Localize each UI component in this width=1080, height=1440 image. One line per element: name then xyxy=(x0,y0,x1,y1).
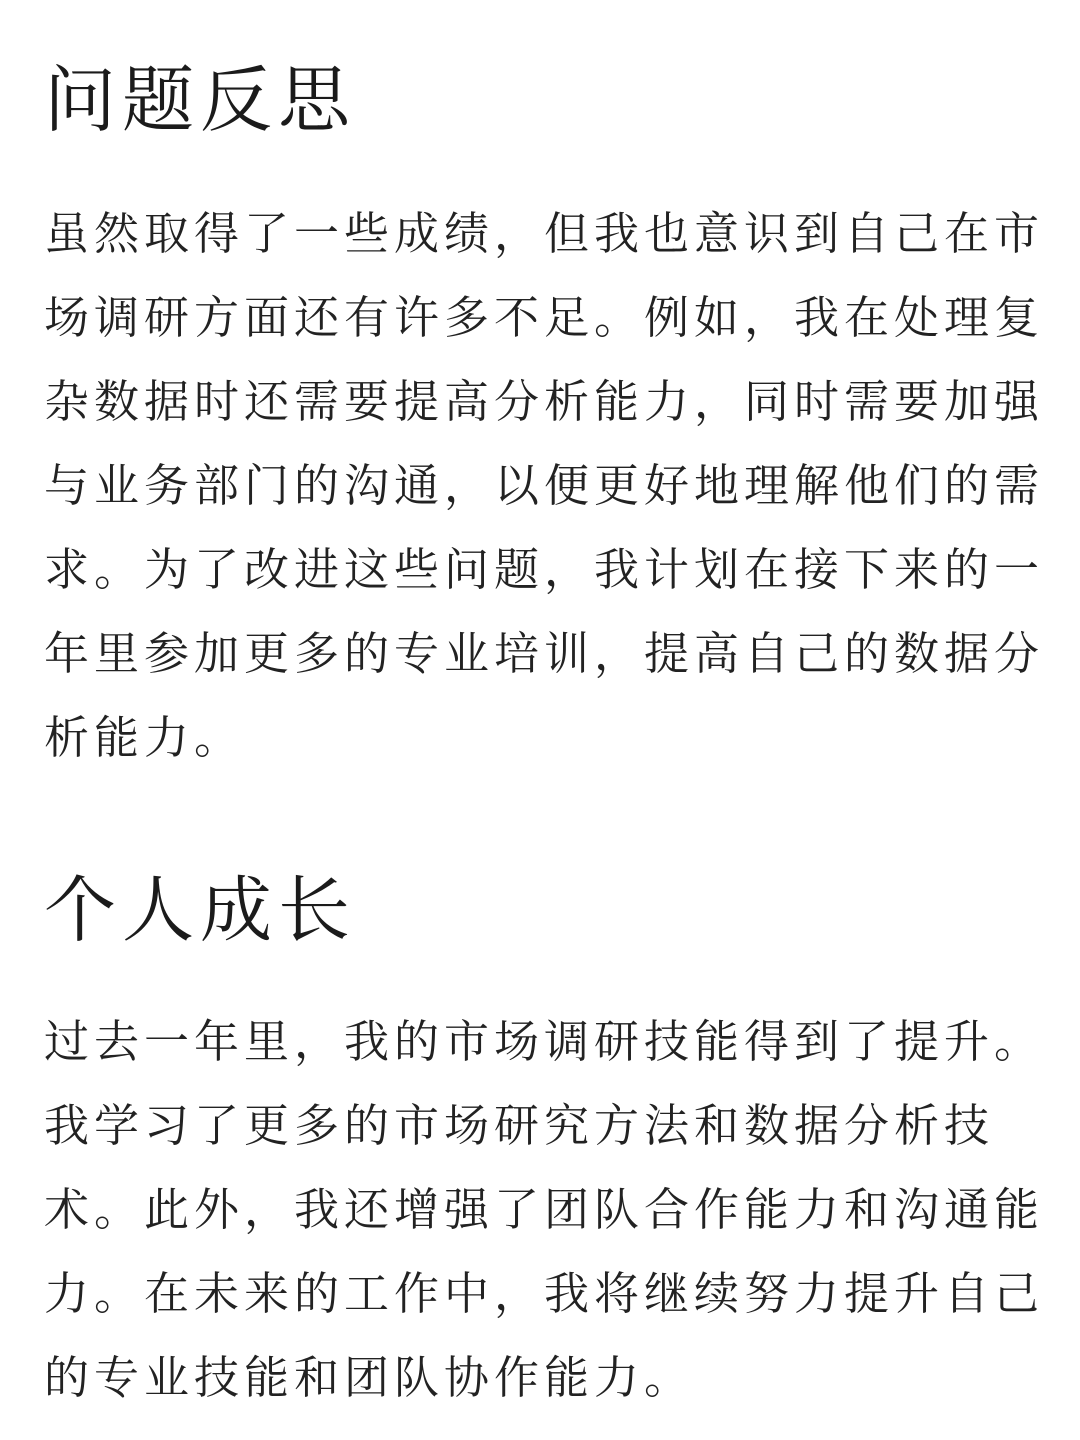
body-line: 场调研方面还有许多不足。例如，我在处理复 xyxy=(44,291,1045,344)
problem-reflection-section xyxy=(44,52,1044,780)
body-line: 与业务部门的沟通，以便更好地理解他们的需 xyxy=(44,459,1045,512)
body-line: 杂数据时还需要提高分析能力，同时需要加强 xyxy=(44,375,1045,428)
body-line: 术。此外，我还增强了团队合作能力和沟通能 xyxy=(44,1183,1045,1236)
body-line: 析能力。 xyxy=(44,711,245,764)
body-line: 虽然取得了一些成绩，但我也意识到自己在市 xyxy=(44,207,1045,260)
section-title: 问题反思 xyxy=(44,58,357,142)
body-line: 我学习了更多的市场研究方法和数据分析技 xyxy=(44,1099,995,1152)
section-body xyxy=(44,1000,1044,1420)
personal-growth-section xyxy=(44,862,1044,1420)
body-line: 力。在未来的工作中，我将继续努力提升自己 xyxy=(44,1267,1045,1320)
section-body xyxy=(44,192,1044,780)
body-line: 的专业技能和团队协作能力。 xyxy=(44,1351,695,1404)
body-line: 过去一年里，我的市场调研技能得到了提升。 xyxy=(44,1015,1045,1068)
body-line: 年里参加更多的专业培训，提高自己的数据分 xyxy=(44,627,1045,680)
section-title: 个人成长 xyxy=(44,868,357,952)
body-line: 求。为了改进这些问题，我计划在接下来的一 xyxy=(44,543,1045,596)
